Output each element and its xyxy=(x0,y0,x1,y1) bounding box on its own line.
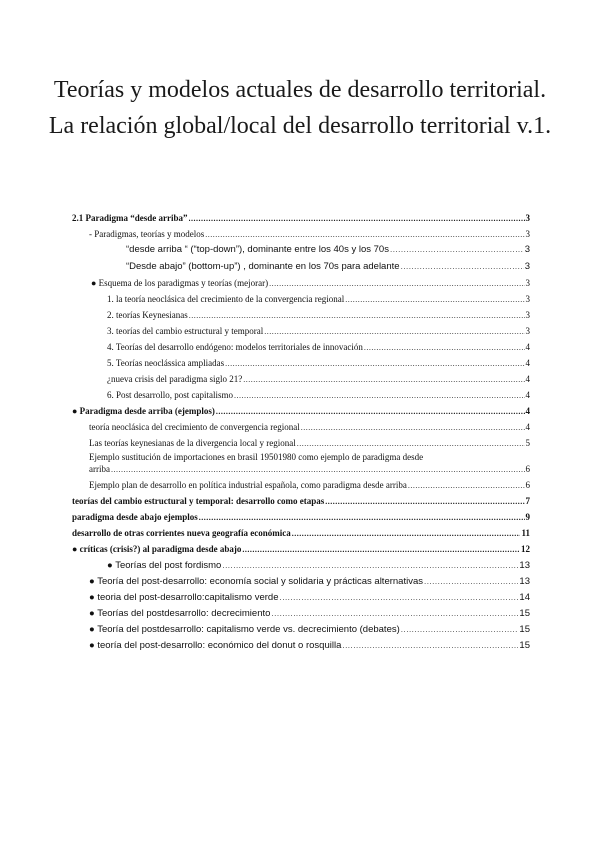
toc-page-number: 4 xyxy=(525,342,530,352)
toc-entry-text: teoría neoclásica del crecimiento de convergencia regional xyxy=(89,422,300,432)
toc-entry-text: ● teoria del post-desarrollo:capitalismo verde xyxy=(89,592,279,603)
toc-leader-dots xyxy=(390,245,524,254)
toc-entry-text: ● Teorías del post fordismo xyxy=(107,560,222,571)
toc-page-number: 12 xyxy=(521,544,530,554)
toc-page-number: 9 xyxy=(525,512,530,522)
toc-entry-text: “desde arriba “ (“top-down”), dominante entre los 40s y los 70s xyxy=(126,244,389,255)
toc-entry[interactable] xyxy=(89,422,530,432)
toc-leader-dots xyxy=(364,343,525,352)
document-title: Teorías y modelos actuales de desarrollo territorial. La relación global/local del desarrollo territorial v.1. xyxy=(48,77,552,139)
toc-page-number: 4 xyxy=(525,358,530,368)
toc-entry-text: 5. Teorías neoclássica ampliadas xyxy=(107,358,225,368)
toc-leader-dots xyxy=(189,214,525,223)
toc-page-number: 3 xyxy=(525,294,530,304)
toc-leader-dots xyxy=(205,230,524,239)
toc-page-number: 14 xyxy=(519,592,530,603)
toc-page-number: 15 xyxy=(519,624,530,635)
toc-page-number: 13 xyxy=(519,576,530,587)
toc-page-number: 13 xyxy=(519,560,530,571)
toc-page-number: 3 xyxy=(525,229,530,239)
toc-leader-dots xyxy=(292,529,521,538)
toc-leader-dots xyxy=(301,423,525,432)
toc-entry-text: “Desde abajo” (bottom-up”) , dominante en los 70s para adelante xyxy=(126,261,400,272)
toc-page-number: 3 xyxy=(524,244,530,255)
toc-entry-text: Las teorías keynesianas de la divergencia local y regional xyxy=(89,438,296,448)
toc-leader-dots xyxy=(243,375,524,384)
toc-leader-dots xyxy=(242,545,520,554)
toc-entry[interactable] xyxy=(126,244,530,255)
toc-entry-text: ● Teoría del post-desarrollo: economía social y solidaria y prácticas alternativas xyxy=(89,576,423,587)
toc-entry-text: ● teoría del post-desarrollo: económico del donut o rosquilla xyxy=(89,640,342,651)
toc-page-number: 4 xyxy=(525,422,530,432)
toc-page-number: 4 xyxy=(525,374,530,384)
toc-entry[interactable] xyxy=(126,261,530,272)
toc-entry-text: ● Paradigma desde arriba (ejemplos) xyxy=(72,406,215,416)
toc-entry[interactable] xyxy=(107,310,530,320)
toc-leader-dots xyxy=(408,481,525,490)
toc-entry[interactable] xyxy=(107,390,530,400)
toc-leader-dots xyxy=(401,625,519,634)
toc-entry-text: ● Esquema de los paradigmas y teorías (mejorar) xyxy=(91,278,269,288)
toc-leader-dots xyxy=(297,439,525,448)
toc-leader-dots xyxy=(225,359,524,368)
toc-entry[interactable] xyxy=(89,451,530,476)
toc-entry[interactable] xyxy=(72,406,530,416)
toc-leader-dots xyxy=(234,391,525,400)
toc-page-number: 4 xyxy=(525,406,530,416)
toc-page-number: 3 xyxy=(524,261,530,272)
toc-leader-dots xyxy=(189,311,525,320)
toc-leader-dots xyxy=(401,262,524,271)
toc-entry[interactable] xyxy=(89,592,530,603)
toc-entry-text: 6. Post desarrollo, post capitalismo xyxy=(107,390,233,400)
toc-leader-dots xyxy=(345,295,524,304)
toc-leader-dots xyxy=(216,407,525,416)
toc-entry-text: Ejemplo plan de desarrollo en política industrial española, como paradigma desde arriba xyxy=(89,480,407,490)
toc-entry[interactable] xyxy=(89,438,530,448)
toc-page-number: 3 xyxy=(525,310,530,320)
toc-entry[interactable] xyxy=(107,560,530,571)
toc-entry-text: 2. teorías Keynesianas xyxy=(107,310,188,320)
toc-page-number: 6 xyxy=(525,464,530,474)
toc-entry-text: paradigma desde abajo ejemplos xyxy=(72,512,198,522)
toc-entry-text: ● Teorías del postdesarrollo: decrecimiento xyxy=(89,608,271,619)
toc-entry[interactable] xyxy=(72,544,530,554)
toc-entry[interactable] xyxy=(107,294,530,304)
toc-entry-text: 4. Teorías del desarrollo endógeno: modelos territoriales de innovación xyxy=(107,342,363,352)
toc-entry-text-continued: arriba xyxy=(89,464,110,474)
toc-leader-dots xyxy=(280,593,519,602)
toc-entry-text: 3. teorías del cambio estructural y temporal xyxy=(107,326,264,336)
toc-page-number: 15 xyxy=(519,608,530,619)
toc-entry[interactable] xyxy=(107,358,530,368)
toc-entry[interactable] xyxy=(89,576,530,587)
toc-page-number: 6 xyxy=(525,480,530,490)
toc-entry[interactable] xyxy=(91,278,530,288)
toc-page-number: 3 xyxy=(525,213,530,223)
toc-entry-text: teorías del cambio estructural y temporal: desarrollo como etapas xyxy=(72,496,325,506)
toc-entry[interactable] xyxy=(72,528,530,538)
toc-entry[interactable] xyxy=(72,512,530,522)
toc-entry[interactable] xyxy=(89,624,530,635)
toc-leader-dots xyxy=(424,577,518,586)
toc-entry-text: ● críticas (crisis?) al paradigma desde abajo xyxy=(72,544,242,554)
toc-entry-text: ¿nueva crisis del paradigma siglo 21? xyxy=(107,374,243,384)
toc-page-number: 3 xyxy=(525,326,530,336)
toc-leader-dots xyxy=(342,641,518,650)
toc-entry[interactable] xyxy=(89,229,530,239)
toc-page-number: 15 xyxy=(519,640,530,651)
toc-page-number: 11 xyxy=(521,528,530,538)
toc-leader-dots xyxy=(199,513,525,522)
toc-page-number: 4 xyxy=(525,390,530,400)
toc-leader-dots xyxy=(325,497,524,506)
toc-entry[interactable] xyxy=(89,640,530,651)
toc-entry[interactable] xyxy=(72,496,530,506)
toc-leader-dots xyxy=(271,609,518,618)
toc-entry[interactable] xyxy=(107,342,530,352)
toc-entry[interactable] xyxy=(107,326,530,336)
toc-leader-dots xyxy=(222,561,518,570)
toc-leader-dots xyxy=(111,464,525,476)
toc-entry-text: 1. la teoría neoclásica del crecimiento de la convergencia regional xyxy=(107,294,345,304)
toc-entry[interactable] xyxy=(107,374,530,384)
toc-leader-dots xyxy=(264,327,524,336)
toc-entry-text: Ejemplo sustitución de importaciones en brasil 19501980 como ejemplo de paradigma desde xyxy=(89,452,424,462)
toc-entry-text: 2.1 Paradigma “desde arriba” xyxy=(72,213,188,223)
toc-page-number: 5 xyxy=(525,438,530,448)
toc-page-number: 3 xyxy=(525,278,530,288)
toc-entry-text: desarrollo de otras corrientes nueva geografía económica xyxy=(72,528,291,538)
toc-leader-dots xyxy=(269,279,524,288)
toc-entry-text: ● Teoría del postdesarrollo: capitalismo verde vs. decrecimiento (debates) xyxy=(89,624,400,635)
toc-entry[interactable] xyxy=(89,480,530,490)
toc-entry-text: - Paradigmas, teorías y modelos xyxy=(89,229,205,239)
toc-page-number: 7 xyxy=(525,496,530,506)
toc-entry[interactable] xyxy=(89,608,530,619)
toc-entry[interactable] xyxy=(72,213,530,223)
